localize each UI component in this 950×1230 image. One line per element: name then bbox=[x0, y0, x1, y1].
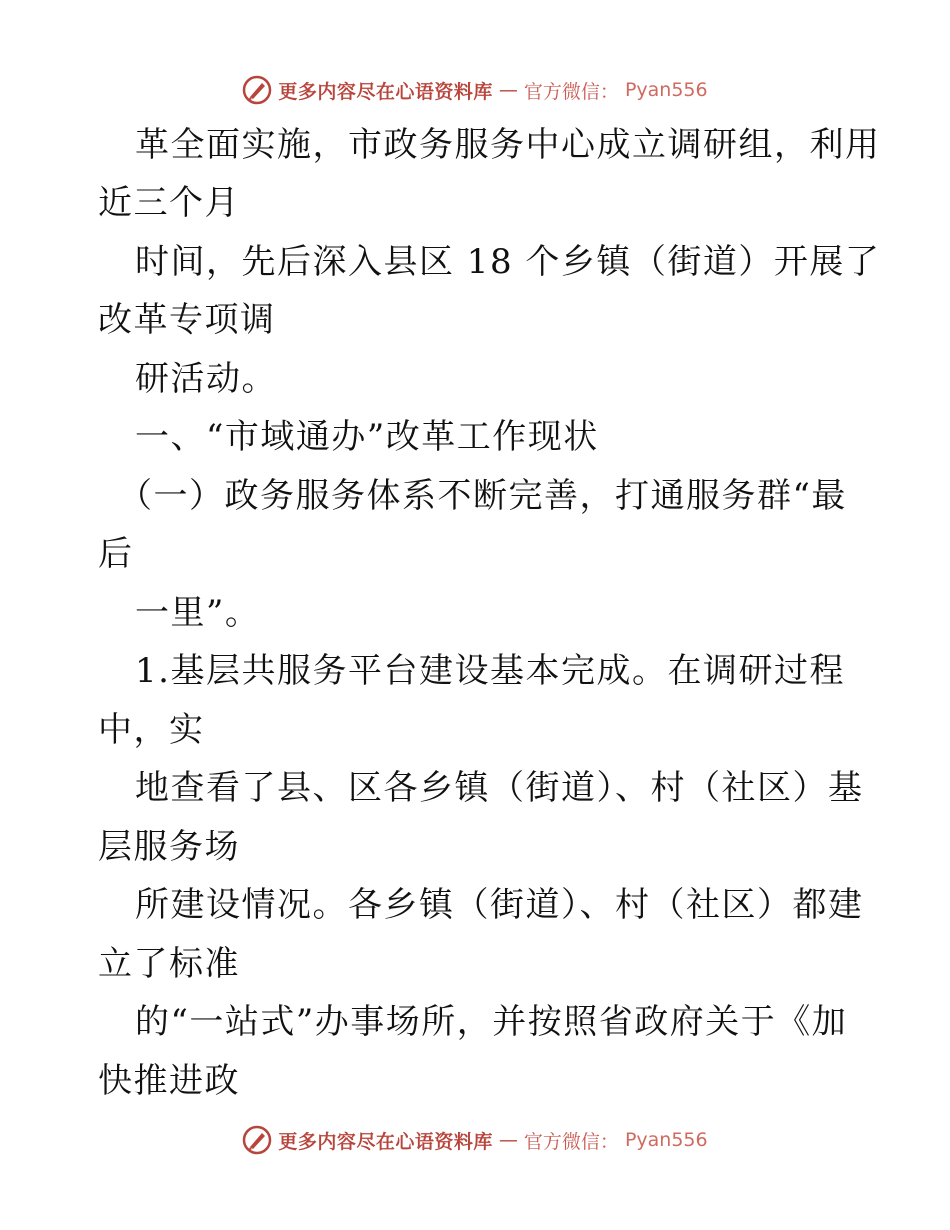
body-line: 一里”。 bbox=[135, 593, 261, 633]
section-heading: 一、“市域通办”改革工作现状 bbox=[135, 417, 599, 457]
quill-pen-logo-icon bbox=[242, 1125, 272, 1155]
watermark-site-text: 更多内容尽在心语资料库 bbox=[278, 80, 493, 103]
subsection-heading: （一）政务服务体系不断完善，打通服务群“最 bbox=[118, 476, 847, 516]
watermark-banner bbox=[242, 75, 707, 105]
body-line: 的“一站式”办事场所，并按照省政府关于《加 bbox=[135, 1002, 848, 1042]
page-header bbox=[0, 70, 950, 110]
body-line: 中，实 bbox=[98, 710, 205, 750]
body-line: 1.基层共服务平台建设基本完成。在调研过程 bbox=[135, 651, 845, 691]
watermark-account-id: Pyan556 bbox=[624, 1129, 708, 1151]
body-line: 革全面实施，市政务服务中心成立调研组，利用 bbox=[135, 125, 881, 165]
body-line: 改革专项调 bbox=[98, 300, 276, 340]
page-footer bbox=[0, 1120, 950, 1160]
watermark-banner bbox=[242, 1125, 707, 1155]
watermark-account-label: 官方微信： bbox=[523, 80, 619, 103]
body-line: 立了标准 bbox=[98, 944, 240, 984]
watermark-account-label: 官方微信： bbox=[523, 1130, 619, 1153]
body-line: 研活动。 bbox=[135, 359, 277, 399]
watermark-separator: — bbox=[498, 79, 518, 101]
body-line: 后 bbox=[98, 534, 134, 574]
body-line: 近三个月 bbox=[98, 183, 240, 223]
body-line: 地查看了县、区各乡镇（街道）、村（社区）基 bbox=[135, 768, 864, 808]
body-line: 所建设情况。各乡镇（街道）、村（社区）都建 bbox=[135, 885, 864, 925]
body-line: 层服务场 bbox=[98, 827, 240, 867]
watermark-separator: — bbox=[498, 1129, 518, 1151]
body-line: 快推进政 bbox=[98, 1061, 240, 1101]
quill-pen-logo-icon bbox=[242, 75, 272, 105]
body-line: 时间，先后深入县区 18 个乡镇（街道）开展了 bbox=[135, 242, 881, 282]
watermark-account-id: Pyan556 bbox=[624, 79, 708, 101]
watermark-site-text: 更多内容尽在心语资料库 bbox=[278, 1130, 493, 1153]
